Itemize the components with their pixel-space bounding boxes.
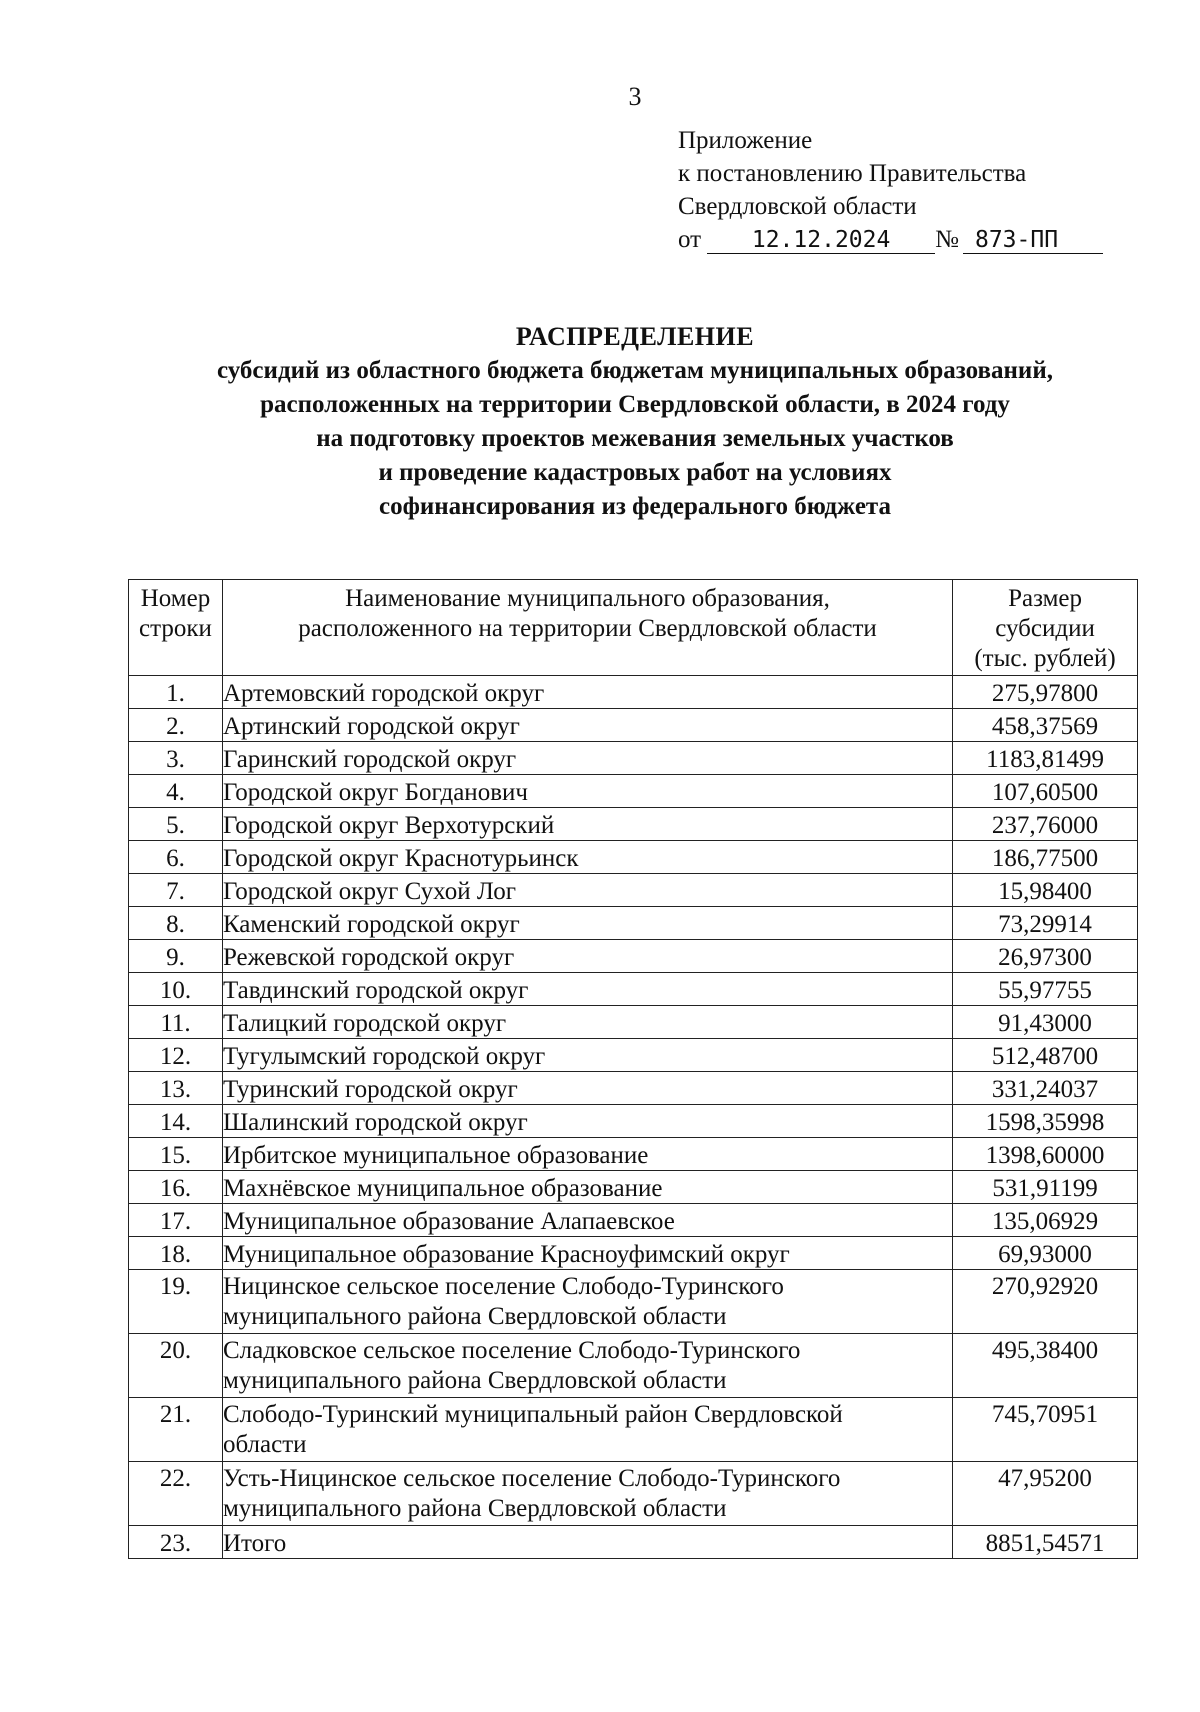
table-row (129, 1334, 1138, 1398)
row-number: 8. (129, 907, 223, 940)
table-row (129, 742, 1138, 775)
subsidy-amount: 186,77500 (953, 841, 1138, 874)
number-prefix: № (935, 226, 959, 253)
appendix-line-1: Приложение (678, 127, 813, 154)
municipality-name: Городской округ Краснотурьинск (222, 841, 952, 874)
subsidy-amount: 69,93000 (953, 1237, 1138, 1270)
subsidy-amount: 15,98400 (953, 874, 1138, 907)
municipality-name-line-2: муниципального района Свердловской области (222, 1495, 727, 1522)
decree-date: 12.12.2024 (707, 227, 935, 254)
table-row (129, 1398, 1138, 1462)
municipality-name: Махнёвское муниципальное образование (222, 1171, 952, 1204)
appendix-block (678, 124, 1103, 256)
table-row (129, 676, 1138, 709)
row-number: 5. (129, 808, 223, 841)
subsidy-amount: 55,97755 (953, 973, 1138, 1006)
row-number: 3. (129, 742, 223, 775)
header-amount-line-1: Размер (1008, 585, 1083, 612)
municipality-name: Артемовский городской округ (222, 676, 952, 709)
municipality-name: Артинский городской округ (222, 709, 952, 742)
subsidy-amount: 270,92920 (953, 1270, 1138, 1334)
title-line-4: и проведение кадастровых работ на условиях (378, 459, 892, 486)
title-line-1: субсидий из областного бюджета бюджетам муниципальных образований, (217, 357, 1053, 384)
title-heading: РАСПРЕДЕЛЕНИЕ (515, 322, 755, 351)
appendix-line-3: Свердловской области (678, 193, 917, 220)
distribution-table (128, 579, 1138, 1559)
row-number: 17. (129, 1204, 223, 1237)
total-row (129, 1526, 1138, 1559)
decree-date-number-line (678, 223, 1103, 256)
row-number: 18. (129, 1237, 223, 1270)
subsidy-amount: 1598,35998 (953, 1105, 1138, 1138)
municipality-name: Шалинский городской округ (222, 1105, 952, 1138)
table-row (129, 1270, 1138, 1334)
total-label: Итого (222, 1526, 952, 1559)
municipality-name: Муниципальное образование Красноуфимский округ (222, 1237, 952, 1270)
subsidy-amount: 512,48700 (953, 1039, 1138, 1072)
table-row (129, 1105, 1138, 1138)
municipality-name: Муниципальное образование Алапаевское (222, 1204, 952, 1237)
table-row (129, 1039, 1138, 1072)
municipality-name: Режевской городской округ (222, 940, 952, 973)
header-num-line-1: Номер (140, 585, 211, 612)
municipality-name-line-2: области (222, 1431, 307, 1458)
row-number: 12. (129, 1039, 223, 1072)
subsidy-amount: 275,97800 (953, 676, 1138, 709)
municipality-name-line-1: Усть-Ницинское сельское поселение Слободо-Туринского (222, 1465, 841, 1492)
row-number: 19. (129, 1270, 223, 1334)
municipality-name: Гаринский городской округ (222, 742, 952, 775)
subsidy-amount: 135,06929 (953, 1204, 1138, 1237)
table-row (129, 775, 1138, 808)
header-num-line-2: строки (139, 615, 212, 642)
header-municipality-name (222, 580, 952, 676)
subsidy-amount: 107,60500 (953, 775, 1138, 808)
municipality-name (222, 1462, 952, 1526)
table-row (129, 1204, 1138, 1237)
title-line-5: софинансирования из федерального бюджета (378, 493, 892, 520)
municipality-name-line-1: Слободо-Туринский муниципальный район Свердловской (222, 1401, 843, 1428)
subsidy-amount: 531,91199 (953, 1171, 1138, 1204)
subsidy-amount: 745,70951 (953, 1398, 1138, 1462)
appendix-line-2: к постановлению Правительства (678, 160, 1027, 187)
row-number: 22. (129, 1462, 223, 1526)
municipality-name-line-1: Сладковское сельское поселение Слободо-Туринского (222, 1337, 801, 1364)
decree-number: 873-ПП (963, 227, 1103, 254)
table-row (129, 1006, 1138, 1039)
subsidy-amount: 73,29914 (953, 907, 1138, 940)
subsidy-amount: 1183,81499 (953, 742, 1138, 775)
row-number: 4. (129, 775, 223, 808)
table-row (129, 1237, 1138, 1270)
row-number: 16. (129, 1171, 223, 1204)
municipality-name: Городской округ Сухой Лог (222, 874, 952, 907)
table-row (129, 808, 1138, 841)
municipality-name: Тугулымский городской округ (222, 1039, 952, 1072)
row-number: 6. (129, 841, 223, 874)
subsidy-amount: 237,76000 (953, 808, 1138, 841)
row-number: 2. (129, 709, 223, 742)
row-number: 15. (129, 1138, 223, 1171)
subsidy-amount: 91,43000 (953, 1006, 1138, 1039)
municipality-name (222, 1270, 952, 1334)
municipality-name-line-1: Ницинское сельское поселение Слободо-Туринского (222, 1273, 784, 1300)
row-number: 11. (129, 1006, 223, 1039)
row-number: 20. (129, 1334, 223, 1398)
header-subsidy-amount (953, 580, 1138, 676)
title-line-3: на подготовку проектов межевания земельных участков (316, 425, 954, 452)
municipality-name: Городской округ Богданович (222, 775, 952, 808)
row-number: 7. (129, 874, 223, 907)
table-row (129, 1072, 1138, 1105)
row-number: 14. (129, 1105, 223, 1138)
table-row (129, 973, 1138, 1006)
subsidy-amount: 458,37569 (953, 709, 1138, 742)
municipality-name: Тавдинский городской округ (222, 973, 952, 1006)
subsidy-amount: 47,95200 (953, 1462, 1138, 1526)
municipality-name-line-2: муниципального района Свердловской области (222, 1367, 727, 1394)
row-number: 1. (129, 676, 223, 709)
municipality-name: Каменский городской округ (222, 907, 952, 940)
table-row (129, 1462, 1138, 1526)
municipality-name-line-2: муниципального района Свердловской области (222, 1303, 727, 1330)
date-prefix: от (678, 226, 702, 253)
table-row (129, 841, 1138, 874)
header-amount-line-2: субсидии (995, 615, 1095, 642)
subsidy-amount: 495,38400 (953, 1334, 1138, 1398)
table-row (129, 1138, 1138, 1171)
subsidy-amount: 331,24037 (953, 1072, 1138, 1105)
header-name-line-2: расположенного на территории Свердловской области (298, 615, 877, 642)
row-number: 10. (129, 973, 223, 1006)
document-title (100, 320, 1170, 524)
municipality-name: Ирбитское муниципальное образование (222, 1138, 952, 1171)
table-row (129, 874, 1138, 907)
row-number: 21. (129, 1398, 223, 1462)
header-name-line-1: Наименование муниципального образования, (345, 585, 830, 612)
page-number: 3 (628, 82, 642, 111)
total-amount: 8851,54571 (953, 1526, 1138, 1559)
table-row (129, 940, 1138, 973)
municipality-name (222, 1398, 952, 1462)
table-row (129, 1171, 1138, 1204)
title-line-2: расположенных на территории Свердловской области, в 2024 году (260, 391, 1010, 418)
header-row-number (129, 580, 223, 676)
row-number: 23. (129, 1526, 223, 1559)
table-header-row (129, 580, 1138, 676)
table-row (129, 709, 1138, 742)
municipality-name: Городской округ Верхотурский (222, 808, 952, 841)
subsidy-amount: 26,97300 (953, 940, 1138, 973)
municipality-name: Туринский городской округ (222, 1072, 952, 1105)
header-amount-line-3: (тыс. рублей) (974, 645, 1116, 672)
row-number: 9. (129, 940, 223, 973)
table-row (129, 907, 1138, 940)
subsidy-amount: 1398,60000 (953, 1138, 1138, 1171)
municipality-name: Талицкий городской округ (222, 1006, 952, 1039)
row-number: 13. (129, 1072, 223, 1105)
municipality-name (222, 1334, 952, 1398)
